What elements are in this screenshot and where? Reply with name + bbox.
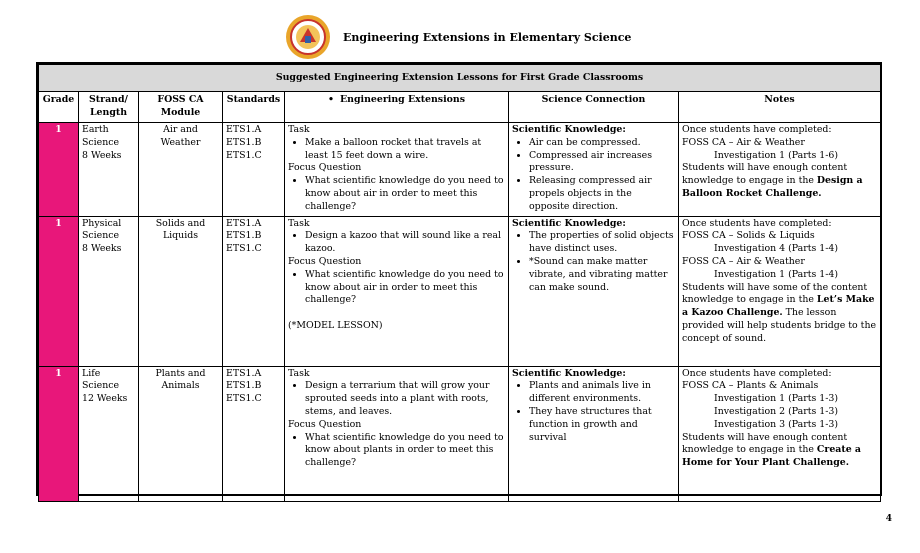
notes-cell bbox=[679, 216, 881, 366]
model-lesson-note: (*MODEL LESSON) bbox=[288, 320, 383, 332]
notes-cell bbox=[679, 123, 881, 217]
scientific-knowledge-item: • Compressed air increases pressure. bbox=[529, 150, 675, 176]
column-header-grade: Grade bbox=[39, 92, 79, 123]
table-caption: Suggested Engineering Extension Lessons for First Grade Classrooms bbox=[39, 65, 881, 92]
column-header-science-connection: Science Connection bbox=[509, 92, 679, 123]
scientific-knowledge-item: • *Sound can make matter vibrate, and vibrating matter can make sound. bbox=[529, 256, 675, 294]
grade-cell: 1 bbox=[39, 366, 79, 501]
module-cell: Air and Weather bbox=[139, 123, 223, 217]
grade-cell: 1 bbox=[39, 123, 79, 217]
module-cell: Solids and Liquids bbox=[139, 216, 223, 366]
notes-intro: Once students have completed: bbox=[682, 367, 832, 379]
notes-summary-text: Students will have enough content knowledge to engage in the bbox=[682, 162, 848, 187]
engineering-extension-cell bbox=[285, 123, 509, 217]
strand-cell: Physical Science 8 Weeks bbox=[79, 216, 139, 366]
page-header bbox=[285, 14, 631, 60]
focus-question-label: Focus Question bbox=[288, 162, 362, 174]
column-header-engineering-extensions: • Engineering Extensions bbox=[285, 92, 509, 123]
notes-investigation: Investigation 3 (Parts 1-3) bbox=[714, 418, 839, 430]
notes-investigation: Investigation 2 (Parts 1-3) bbox=[714, 405, 839, 417]
page-number: 4 bbox=[885, 514, 892, 524]
notes-cell bbox=[679, 366, 881, 501]
scientific-knowledge-item: • Plants and animals live in different environments. bbox=[529, 380, 675, 406]
task-item: • Make a balloon rocket that travels at least 15 feet down a wire. bbox=[305, 137, 505, 163]
district-seal-icon bbox=[285, 14, 331, 60]
scientific-knowledge-item: • They have structures that function in growth and survival bbox=[529, 406, 675, 444]
notes-summary-extra: The lesson provided will help students bridge to the concept of sound. bbox=[682, 307, 877, 344]
scientific-knowledge-item: • The properties of solid objects have distinct uses. bbox=[529, 230, 675, 256]
notes-summary bbox=[682, 282, 877, 346]
notes-module: FOSS CA – Air & Weather bbox=[682, 136, 805, 148]
module-cell: Plants and Animals bbox=[139, 366, 223, 501]
column-header-notes: Notes bbox=[679, 92, 881, 123]
challenge-name: Create a Home for Your Plant Challenge. bbox=[682, 444, 861, 469]
notes-summary-text: Students will have some of the content knowledge to engage in the bbox=[682, 281, 868, 306]
standards-cell: ETS1.A ETS1.B ETS1.C bbox=[223, 216, 285, 366]
strand-cell: Earth Science 8 Weeks bbox=[79, 123, 139, 217]
standards-cell: ETS1.A ETS1.B ETS1.C bbox=[223, 366, 285, 501]
task-item: • Design a terrarium that will grow your sprouted seeds into a plant with roots, stems, and leaves. bbox=[305, 380, 505, 418]
notes-investigation: Investigation 1 (Parts 1-6) bbox=[714, 149, 839, 161]
focus-question-label: Focus Question bbox=[288, 418, 362, 430]
scientific-knowledge-list bbox=[512, 380, 675, 444]
notes-intro: Once students have completed: bbox=[682, 217, 832, 229]
science-connection-cell bbox=[509, 216, 679, 366]
notes-investigation: Investigation 1 (Parts 1-3) bbox=[714, 393, 839, 405]
notes-summary bbox=[682, 162, 877, 200]
focus-question-list bbox=[288, 175, 505, 213]
bullet-icon: • bbox=[328, 94, 334, 105]
column-header-standards: Standards bbox=[223, 92, 285, 123]
scientific-knowledge-item: • Releasing compressed air propels objects in the opposite direction. bbox=[529, 175, 675, 213]
notes-module: FOSS CA – Air & Weather bbox=[682, 255, 805, 267]
challenge-name: Let’s Make a Kazoo Challenge. bbox=[682, 294, 875, 319]
challenge-name: Design a Balloon Rocket Challenge. bbox=[682, 175, 863, 199]
focus-question-list bbox=[288, 432, 505, 470]
grade-cell: 1 bbox=[39, 216, 79, 366]
notes-intro: Once students have completed: bbox=[682, 124, 832, 135]
table-row bbox=[39, 366, 881, 501]
scientific-knowledge-label: Scientific Knowledge: bbox=[512, 367, 626, 379]
scientific-knowledge-item: • Air can be compressed. bbox=[529, 137, 675, 150]
notes-summary-text: Students will have enough content knowledge to engage in the bbox=[682, 431, 848, 456]
document-title: Engineering Extensions in Elementary Science bbox=[343, 30, 632, 44]
task-label: Task bbox=[288, 367, 310, 379]
notes-module: FOSS CA – Plants & Animals bbox=[682, 380, 819, 392]
focus-question-label: Focus Question bbox=[288, 255, 362, 267]
notes-module: FOSS CA – Solids & Liquids bbox=[682, 230, 815, 242]
task-list bbox=[288, 230, 505, 256]
task-list bbox=[288, 137, 505, 163]
science-connection-cell bbox=[509, 366, 679, 501]
task-label: Task bbox=[288, 217, 310, 229]
engineering-extension-cell bbox=[285, 216, 509, 366]
column-header-strand-length: Strand/ Length bbox=[79, 92, 139, 123]
scientific-knowledge-label: Scientific Knowledge: bbox=[512, 124, 626, 135]
scientific-knowledge-label: Scientific Knowledge: bbox=[512, 217, 626, 229]
engineering-extension-cell bbox=[285, 366, 509, 501]
notes-investigation: Investigation 4 (Parts 1-4) bbox=[714, 243, 839, 255]
strand-cell: Life Science 12 Weeks bbox=[79, 366, 139, 501]
notes-investigation: Investigation 1 (Parts 1-4) bbox=[714, 268, 839, 280]
notes-summary bbox=[682, 432, 877, 470]
table-row bbox=[39, 123, 881, 217]
scientific-knowledge-list bbox=[512, 137, 675, 214]
scientific-knowledge-list bbox=[512, 230, 675, 294]
focus-question-item: • What scientific knowledge do you need to know about air in order to meet this challenge? bbox=[305, 175, 505, 213]
task-label: Task bbox=[288, 124, 310, 135]
task-item: • Design a kazoo that will sound like a real kazoo. bbox=[305, 230, 505, 256]
table-row bbox=[39, 216, 881, 366]
focus-question-item: • What scientific knowledge do you need to know about air in order to meet this challenge? bbox=[305, 269, 505, 307]
lessons-table bbox=[36, 62, 882, 496]
focus-question-list bbox=[288, 269, 505, 307]
science-connection-cell bbox=[509, 123, 679, 217]
focus-question-item: • What scientific knowledge do you need to know about plants in order to meet this challenge? bbox=[305, 432, 505, 470]
task-list bbox=[288, 380, 505, 418]
standards-cell: ETS1.A ETS1.B ETS1.C bbox=[223, 123, 285, 217]
column-header-foss-module: FOSS CA Module bbox=[139, 92, 223, 123]
